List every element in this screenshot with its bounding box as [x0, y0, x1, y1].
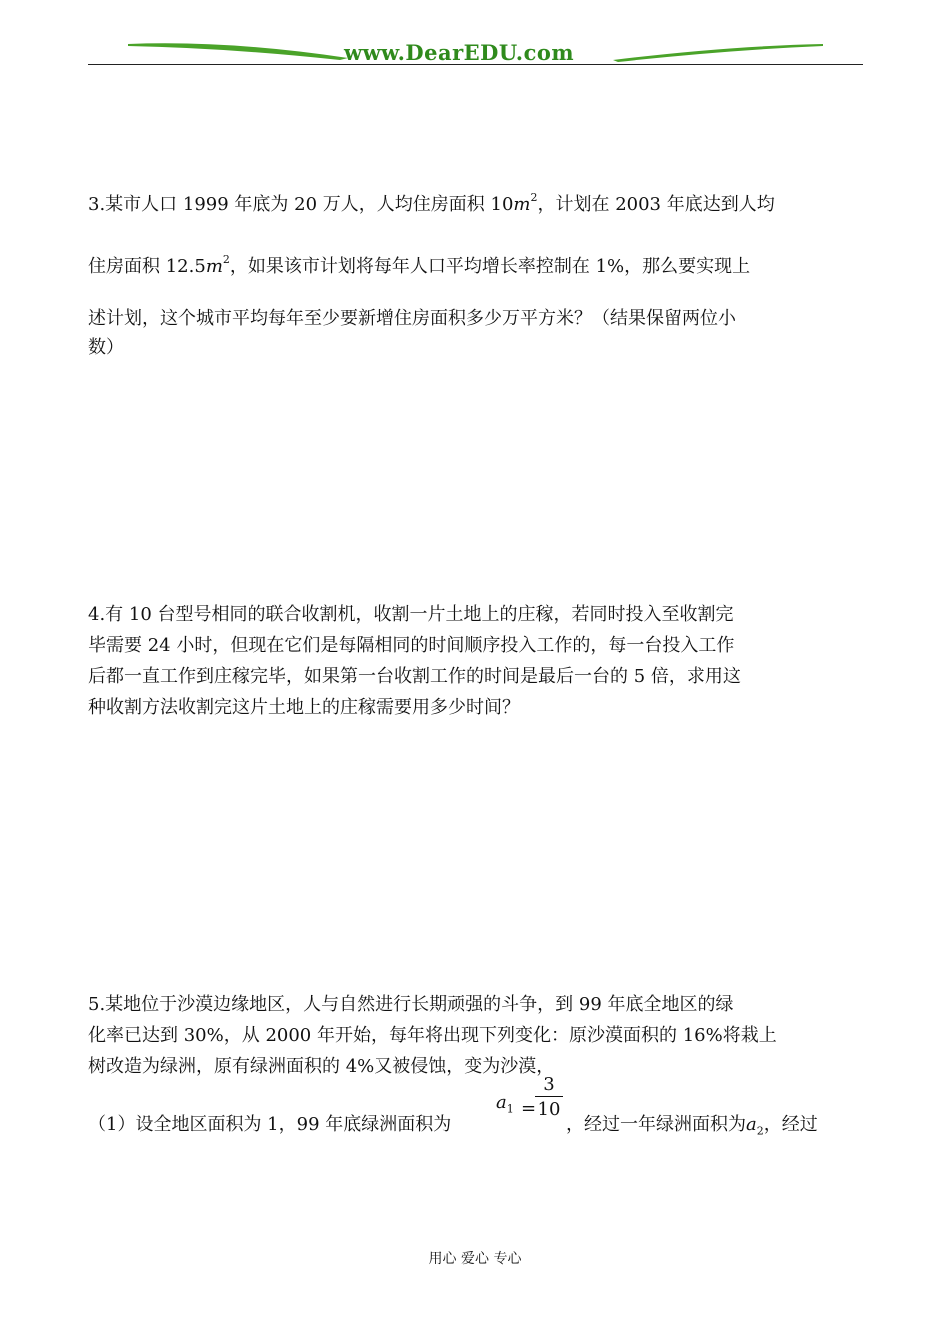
a1-variable: $a_1$ [496, 1092, 514, 1116]
problem-5-line-1: 5.某地位于沙漠边缘地区，人与自然进行长期顽强的斗争，到 99 年底全地区的绿 [88, 994, 734, 1015]
page-footer: 用心 爱心 专心 [428, 1251, 522, 1267]
problem-3-line-2: 住房面积 $12.5m^2$，如果该市计划将每年人口平均增长率控制在 1%，那么要实现上 [88, 253, 751, 277]
problem-3-line-4: 数） [88, 337, 124, 358]
problem-4-line-3: 后都一直工作到庄稼完毕，如果第一台收割工作的时间是最后一台的 5 倍，求用这 [88, 666, 741, 687]
problem-4-line-1: 4.有 10 台型号相同的联合收割机，收割一片土地上的庄稼，若同时投入至收割完 [88, 604, 734, 625]
problem-4-line-2: 毕需要 24 小时，但现在它们是每隔相同的时间顺序投入工作的，每一台投入工作 [88, 635, 735, 656]
problem-3-line-1: 3.某市人口 1999 年底为 20 万人，人均住房面积 $10m^2$，计划在 2003 年底达到人均 [88, 191, 775, 215]
problem-5-line-2: 化率已达到 30%，从 2000 年开始，每年将出现下列变化：原沙漠面积的 16%将栽上 [88, 1025, 777, 1046]
unit-m: m [513, 194, 531, 215]
site-logo-text[interactable]: www.DearEDU.com [344, 40, 575, 65]
a2-variable: a [746, 1114, 757, 1135]
problem-4-line-4: 种收割方法收割完这片土地上的庄稼需要用多少时间？ [88, 697, 520, 718]
header-divider [88, 64, 863, 65]
problem-3-line-3: 述计划，这个城市平均每年至少要新增住房面积多少万平方米？（结果保留两位小 [88, 308, 736, 329]
problem-5-line-3: 树改造为绿洲，原有绿洲面积的 4%又被侵蚀，变为沙漠， [88, 1056, 555, 1077]
equals-sign: = [521, 1098, 537, 1119]
unit-m: m [205, 256, 223, 277]
